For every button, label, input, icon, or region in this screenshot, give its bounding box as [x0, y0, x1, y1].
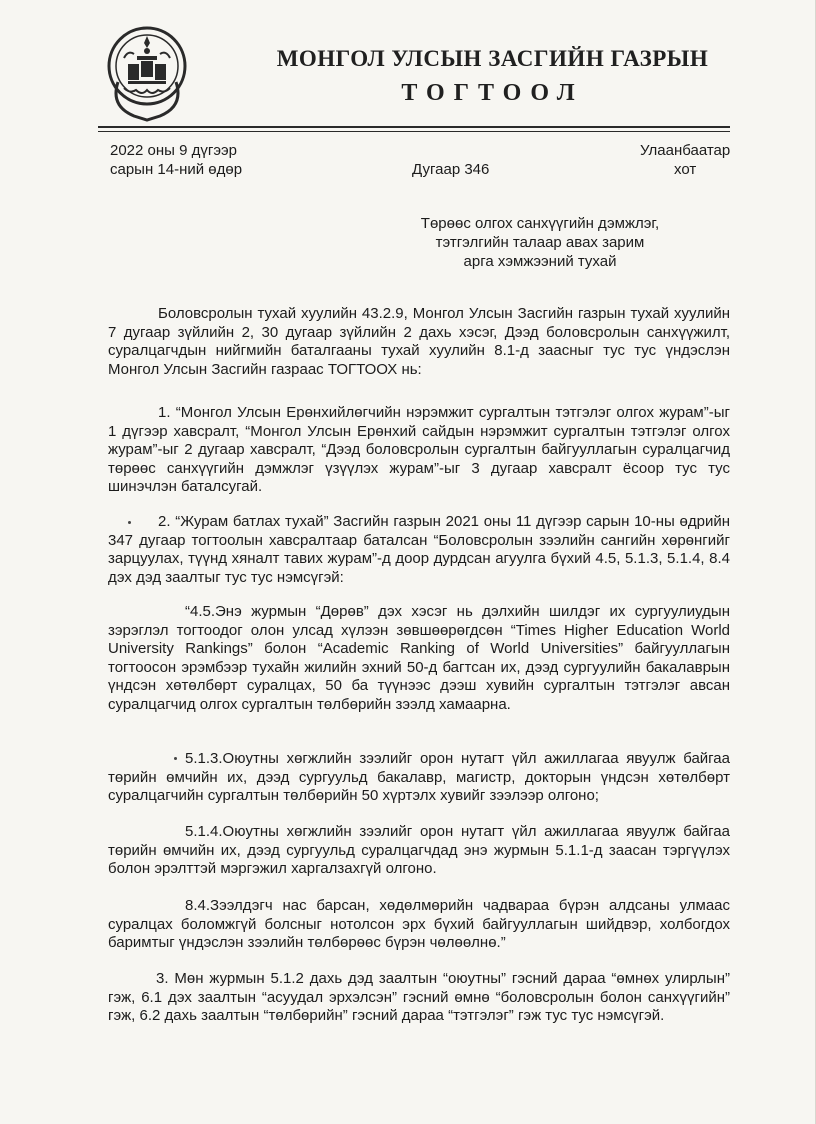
- state-emblem-icon: [104, 20, 190, 124]
- clause-3-paragraph: 3. Мөн журмын 5.1.2 дахь дэд заалтын “оюутны” гэсний дараа “өмнөх улирлын” гэж, 6.1 дэх заалтын “асуудал эрхэлсэн” гэсний өмнө “боловсролын болон санхүүгийн” гэж, 6.2 дахь заалтын “төлбөрийн” гэсний дараа “тэтгэлэг” гэж тус тус нэмсүгэй.: [108, 970, 730, 1024]
- decree-date-line1: 2022 оны 9 дүгээр: [110, 142, 237, 159]
- decree-number: Дугаар 346: [412, 161, 490, 178]
- clause-1-paragraph: 1. “Монгол Улсын Ерөнхийлөгчийн нэрэмжит сургалтын тэтгэлэг олгох журам”-ыг 1 дүгээр хавсралт, “Монгол Улсын Ерөнхий сайдын нэрэмжит сургалтын тэтгэлэг олгох журам”-ыг 2 дугаар хавсралт, “Дээд боловсролын сургалтын байгууллагын суралцагчид төрөөс санхүүгийн дэмжлэг үзүүлэх журам”-ыг 3 дугаар хавсралт ёсоор тус тус шинэчлэн баталсугай.: [108, 404, 730, 495]
- provision-5-1-3-paragraph: 5.1.3.Оюутны хөгжлийн зээлийг орон нутагт үйл ажиллагаа явуулж байгаа төрийн өмчийн их, дээд сургуульд бакалавр, магистр, докторын үндсэн хөтөлбөрт суралцагчийн сургалтын төлбөрийн 50 хүртэлх хувийг зээлээр олгоно;: [108, 750, 730, 804]
- preamble-paragraph: Боловсролын тухай хуулийн 43.2.9, Монгол Улсын Засгийн газрын тухай хуулийн 7 дугаар зүйлийн 2, 30 дугаар зүйлийн 2 дахь хэсэг, Дээд боловсролын санхүүжилт, суралцагчдын нийгмийн баталгааны тухай хуулийн 8.1-д заасныг тус тус үндэслэн Монгол Улсын Засгийн газраас ТОГТООХ нь:: [108, 305, 730, 378]
- decree-place-line1: Улаанбаатар: [640, 142, 731, 159]
- header-rule-thin: [98, 131, 730, 132]
- scan-speck: [174, 757, 177, 760]
- clause-2-paragraph: 2. “Журам батлах тухай” Засгийн газрын 2021 оны 11 дүгээр сарын 10-ны өдрийн 347 дугаар тогтоолын хавсралтаар баталсан “Боловсролын зээлийн сангийн хөрөнгийг зарцуулах, түүнд хяналт тавих журам”-д доор дурдсан агуулга бүхий 4.5, 5.1.3, 5.1.4, 8.4 дэх дэд заалтыг тус тус нэмсүгэй:: [108, 513, 730, 586]
- scan-speck: [128, 521, 131, 524]
- provision-5-1-4-paragraph: 5.1.4.Оюутны хөгжлийн зээлийг орон нутагт үйл ажиллагаа явуулж байгаа төрийн өмчийн их, дээд сургуульд суралцагчдад энэ журмын 5.1.1-д заасан тэргүүлэх болон эрэлттэй мэргэжил харгалзахгүй олгоно.: [108, 823, 730, 877]
- decree-date: [110, 141, 242, 179]
- decree-subject-line2: тэтгэлгийн талаар авах зарим: [435, 234, 645, 251]
- decree-place-line2: хот: [674, 161, 697, 178]
- decree-subject-line1: Төрөөс олгох санхүүгийн дэмжлэг,: [420, 215, 660, 232]
- decree-subject: [380, 214, 700, 271]
- decree-date-line2: сарын 14-ний өдөр: [110, 161, 243, 178]
- provision-8-4-paragraph: 8.4.Зээлдэгч нас барсан, хөдөлмөрийн чадвараа бүрэн алдсаны улмаас суралцах боломжгүй болсныг нотолсон эрх бүхий байгууллагын шийдвэр, холбогдох баримтыг үндэслэн зээлийн төлбөрөөс бүрэн чөлөөлнө.”: [108, 897, 730, 951]
- decree-issuer-title: МОНГОЛ УЛСЫН ЗАСГИЙН ГАЗРЫН: [276, 46, 709, 71]
- header-rule-thick: [98, 126, 730, 128]
- decree-subject-line3: арга хэмжээний тухай: [463, 253, 617, 270]
- provision-4-5-paragraph: “4.5.Энэ журмын “Дөрөв” дэх хэсэг нь дэлхийн шилдэг их сургуулиудын зэрэглэл тогтоодог олон улсад хүлээн зөвшөөрөгдсөн “Times Higher Education World University Rankings” болон “Academic Ranking of World Universities” байгууллагын тогтоосон эрэмбээр тухайн жилийн эхний 50-д багтсан их, дээд сургуулийн бакалаврын үндсэн хөтөлбөрт суралцах, 50 ба түүнээс дээш хувийн сургалтын тэтгэлэг авсан суралцагчид олгох сургалтын төлбөрийн зээлд хамаарна.: [108, 603, 730, 713]
- decree-place: [640, 141, 730, 179]
- decree-type-title: ТОГТООЛ: [401, 80, 584, 106]
